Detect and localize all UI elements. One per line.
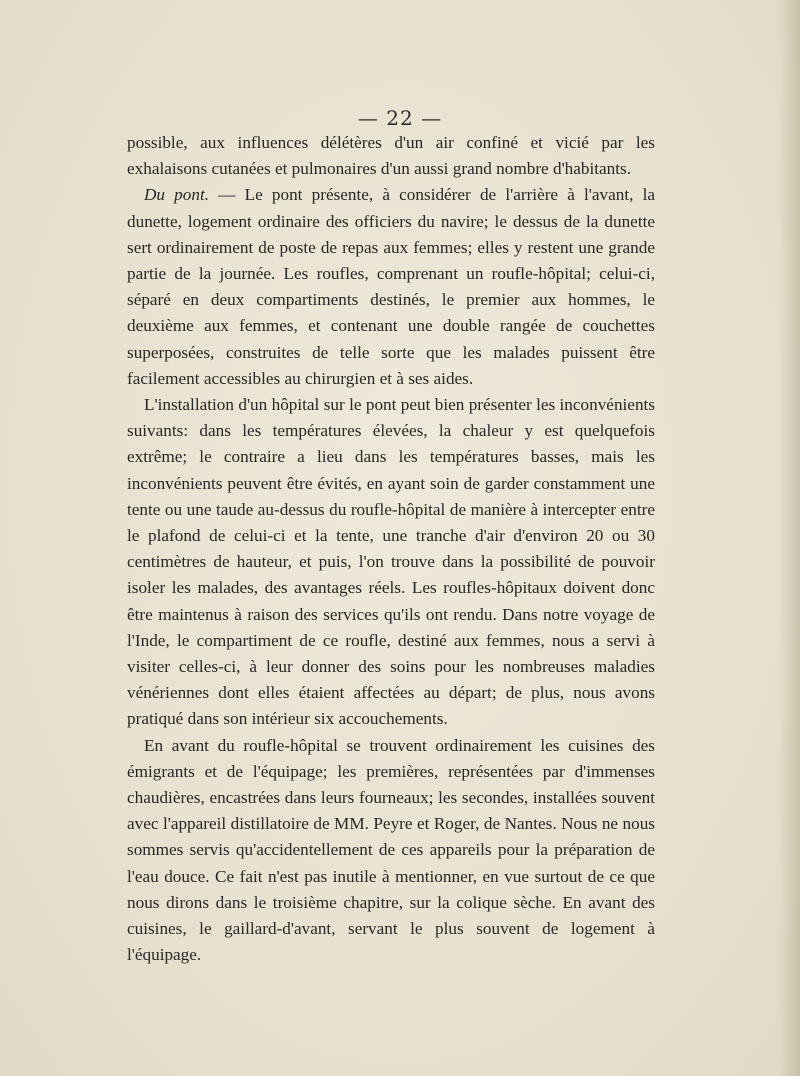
body-text — [127, 130, 655, 969]
paragraph-cuisines: En avant du roufle-hôpital se trouvent ordinairement les cuisines des émigrants et de l'équipage; les premières, représentées par d'immenses chaudières, encastrées dans leurs fourneaux; les secondes, installées souvent avec l'appareil distillatoire de MM. Peyre et Roger, de Nantes. Nous ne nous sommes servis qu'accidentellement de ces appareils pour la préparation de l'eau douce. Ce fait n'est pas inutile à mentionner, en vue surtout de ce que nous dirons dans le troisième chapitre, sur la colique sèche. En avant des cuisines, le gaillard-d'avant, servant le plus souvent de logement à l'équipage. — [127, 735, 655, 965]
paragraph-continuation: possible, aux influences délétères d'un air confiné et vicié par les exhalaisons cutanées et pulmonaires d'un aussi grand nombre d'habitants. — [127, 133, 655, 179]
paragraph-text: — Le pont présente, à considérer de l'arrière à l'avant, la dunette, logement ordinaire des officiers du navire; le dessus de la dunette sert ordinairement de poste de repas aux femmes; elles y restent une grande partie de la journée. Les roufles, comprenant un roufle-hôpital; celui-ci, séparé en deux compartiments destinés, le premier aux hommes, le deuxième aux femmes, et contenant une double rangée de couchettes superposées, construites de telle sorte que les malades puissent être facilement accessibles au chirurgien et à ses aides. — [127, 185, 656, 388]
paragraph-installation: L'installation d'un hôpital sur le pont peut bien présenter les inconvénients suivants: dans les températures élevées, la chaleur y est quelquefois extrême; le contraire a lieu dans les températures basses, mais les inconvénients peuvent être évités, en ayant soin de garder constamment une tente ou une taude au-dessus du roufle-hôpital de manière à intercepter entre le plafond de celui-ci et la tente, une tranche d'air d'environ 20 ou 30 centimètres de hauteur, et puis, l'on trouve dans la possibilité de pouvoir isoler les malades, des avantages réels. Les roufles-hôpitaux doivent donc être maintenus à raison des services qu'ils ont rendu. Dans notre voyage de l'Inde, le compartiment de ce roufle, destiné aux femmes, nous a servi à visiter celles-ci, à leur donner des soins pour les nombreuses maladies vénériennes dont elles étaient affectées au départ; de plus, nous avons pratiqué dans son intérieur six accouchements. — [127, 395, 655, 729]
section-heading-du-pont: Du pont. — [144, 185, 210, 205]
page-edge-shadow — [778, 0, 800, 1076]
page-number: — 22 — — [357, 106, 443, 130]
paragraph-du-pont — [127, 182, 655, 392]
